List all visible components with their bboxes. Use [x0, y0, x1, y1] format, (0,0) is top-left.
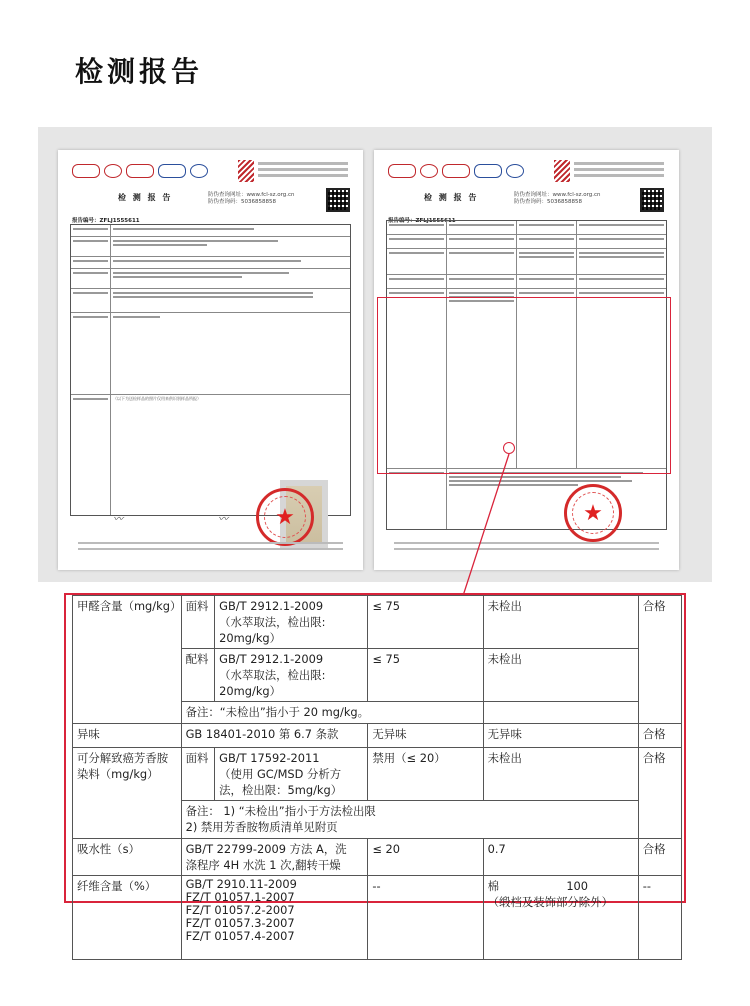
result-formaldehyde-trim: 未检出 [483, 649, 638, 702]
fiber-note: （缎档及装饰部分除外） [487, 895, 613, 909]
method-fiber-content: GB/T 2910.11-2009 FZ/T 01057.1-2007 FZ/T 01057.2-2007 FZ/T 01057.3-2007 FZ/T 01057.4-2007 [181, 876, 368, 960]
signature-1: 〰 [113, 514, 123, 525]
part-fabric-azo: 面料 [181, 748, 215, 801]
result-absorbency: 0.7 [483, 839, 638, 876]
method-odor: GB 18401-2010 第 6.7 条款 [181, 724, 368, 748]
result-odor: 无异味 [483, 724, 638, 748]
result-formaldehyde-fabric: 未检出 [483, 596, 638, 649]
item-absorbency: 吸水性（s） [73, 839, 182, 876]
fiber-percent: 100 [566, 879, 589, 893]
method-absorbency: GB/T 22799-2009 方法 A，洗 涤程序 4H 水洗 1 次,翻转干燥 [181, 839, 368, 876]
table-row-azo-dyes [73, 748, 682, 801]
verify-code: 防伪查询码：5036858858 [208, 199, 276, 205]
fiber-name: 棉 [487, 879, 500, 893]
test-results-table [72, 595, 682, 960]
judge-fiber-content: -- [638, 876, 681, 960]
method-formaldehyde-fabric: GB/T 2912.1-2009 （水萃取法，检出限: 20mg/kg） [215, 596, 368, 649]
report-number-label: 报告编号： [72, 218, 100, 224]
table-row-fiber-content [73, 876, 682, 960]
result-azo-dyes: 未检出 [483, 748, 638, 801]
req-odor: 无异味 [368, 724, 483, 748]
report-title-2: 检 测 报 告 [424, 193, 479, 202]
method-azo-dyes: GB/T 17592-2011 （使用 GC/MSD 分析方 法，检出限：5mg/kg） [215, 748, 368, 801]
judge-formaldehyde: 合格 [638, 596, 681, 724]
item-fiber-content: 纤维含量（%） [73, 876, 182, 960]
item-formaldehyde: 甲醛含量（mg/kg） [73, 596, 182, 724]
part-trim: 配料 [181, 649, 215, 702]
result-fiber-content [483, 876, 638, 960]
official-seal-stamp-2: ★ [564, 484, 622, 542]
report-title: 检 测 报 告 [118, 193, 173, 202]
req-formaldehyde-fabric: ≤ 75 [368, 596, 483, 649]
item-azo-dyes: 可分解致癌芳香胺染料（mg/kg） [73, 748, 182, 839]
report-number-label-2: 报告编号： [388, 218, 416, 224]
table-row-absorbency [73, 839, 682, 876]
judge-absorbency: 合格 [638, 839, 681, 876]
part-fabric: 面料 [181, 596, 215, 649]
note-azo-dyes: 备注： 1) “未检出”指小于方法检出限 2) 禁用芳香胺物质清单见附页 [181, 801, 638, 839]
report-number-value: ZFLJ1555611 [99, 218, 140, 224]
table-row-formaldehyde-fabric [73, 596, 682, 649]
signature-2: 〰 [218, 514, 228, 525]
req-formaldehyde-trim: ≤ 75 [368, 649, 483, 702]
official-seal-stamp: ★ [256, 488, 314, 546]
judge-azo-dyes: 合格 [638, 748, 681, 839]
verify-code-2: 防伪查询码：5036858858 [514, 199, 582, 205]
zoomed-test-results [64, 593, 686, 943]
verify-site: 防伪查询网址：www.fcl-sz.org.cn [208, 192, 295, 198]
note-formaldehyde: 备注：“未检出”指小于 20 mg/kg。 [181, 702, 483, 724]
report-number-value-2: ZFLJ1555611 [415, 218, 456, 224]
table-row-odor [73, 724, 682, 748]
verify-site-2: 防伪查询网址：www.fcl-sz.org.cn [514, 192, 601, 198]
req-absorbency: ≤ 20 [368, 839, 483, 876]
method-formaldehyde-trim: GB/T 2912.1-2009 （水萃取法，检出限: 20mg/kg） [215, 649, 368, 702]
item-odor: 异味 [73, 724, 182, 748]
judge-odor: 合格 [638, 724, 681, 748]
page-title: 检测报告 [75, 55, 204, 88]
req-azo-dyes: 禁用（≤ 20） [368, 748, 483, 801]
sample-photo-caption: （以下为送检样品的照片仅用来供识别样品所报） [113, 396, 201, 401]
req-fiber-content: -- [368, 876, 483, 960]
